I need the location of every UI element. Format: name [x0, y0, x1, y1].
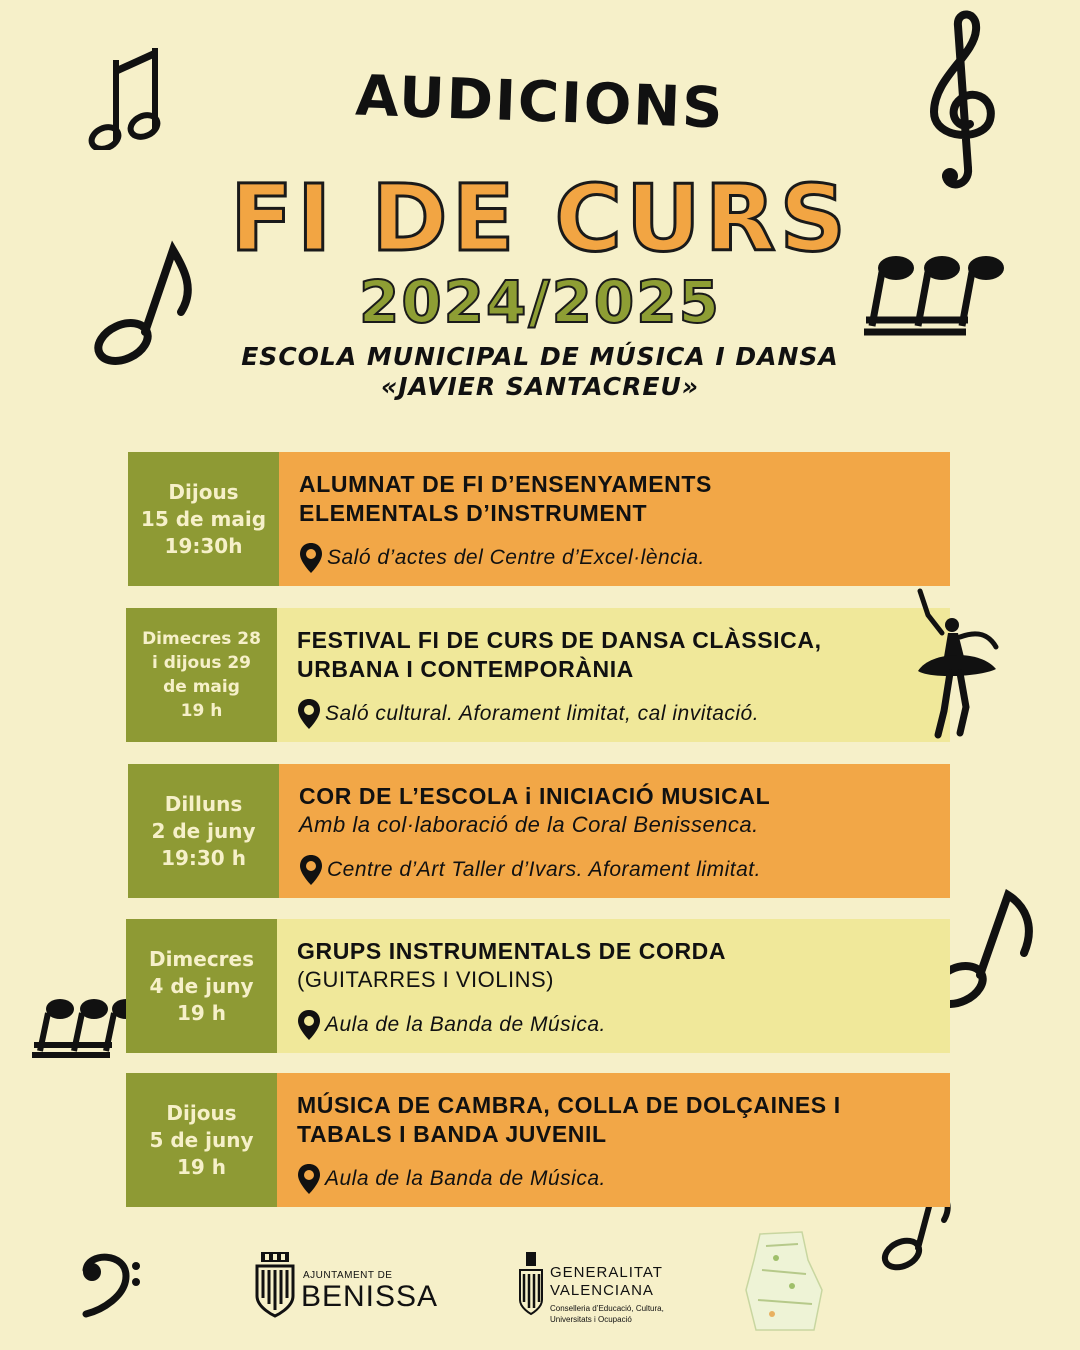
school-line-2: «JAVIER SANTACREU»: [380, 372, 700, 401]
event-date-text: 2 de juny: [151, 818, 256, 843]
event-location: [297, 1009, 606, 1041]
event-title-line: COR DE L’ESCOLA i INICIACIÓ MUSICAL: [299, 783, 771, 809]
title-year: 2024/2025: [358, 268, 722, 336]
generalitat-line-2: VALENCIANA: [550, 1282, 654, 1299]
event-location-text: Aula de la Banda de Música.: [325, 1013, 606, 1036]
location-pin-icon: [299, 542, 323, 574]
event-card: [128, 764, 950, 898]
location-pin-icon: [297, 698, 321, 730]
school-line-1: ESCOLA MUNICIPAL DE MÚSICA I DANSA: [241, 342, 839, 371]
location-pin-icon: [297, 1163, 321, 1195]
event-time: 19:30 h: [161, 845, 246, 870]
benissa-big-text: BENISSA: [301, 1280, 439, 1313]
event-day-2: i dijous 29: [151, 653, 252, 673]
event-time: 19:30h: [164, 533, 243, 558]
school-name: [0, 342, 1080, 402]
event-details: [279, 452, 950, 586]
event-location: [299, 542, 705, 574]
event-title-line: GRUPS INSTRUMENTALS DE CORDA: [297, 938, 727, 964]
event-location-text: Saló d’actes del Centre d’Excel·lència.: [327, 546, 705, 569]
event-title: [297, 626, 930, 684]
ballerina-icon: [900, 585, 1010, 750]
event-title: [299, 782, 930, 811]
event-day: Dilluns: [164, 791, 243, 816]
event-subtitle: Amb la col·laboració de la Coral Benissenca.: [299, 812, 759, 837]
event-location: [299, 854, 761, 886]
event-details: [277, 1073, 950, 1207]
event-location-text: Aula de la Banda de Música.: [325, 1167, 606, 1190]
generalitat-line-4: Universitats i Ocupació: [550, 1315, 632, 1324]
event-title-line: MÚSICA DE CAMBRA, COLLA DE DOLÇAINES I: [297, 1092, 841, 1118]
event-date-text: 5 de juny: [149, 1127, 254, 1152]
event-date-text: 15 de maig: [140, 506, 267, 531]
event-title-line: ELEMENTALS D’INSTRUMENT: [299, 500, 648, 526]
title-fi-de-curs: FI DE CURS: [230, 165, 850, 272]
location-pin-icon: [299, 854, 323, 886]
event-card: [126, 919, 950, 1053]
benissa-shield-icon: [255, 1252, 295, 1318]
event-date: [126, 1073, 277, 1207]
event-location-text: Saló cultural. Aforament limitat, cal invitació.: [325, 702, 760, 725]
event-location: [297, 1163, 606, 1195]
event-title: [297, 937, 930, 966]
title-audicions: AUDICIONS: [354, 63, 726, 142]
event-time: 19 h: [176, 1154, 227, 1179]
event-title-line: ALUMNAT DE FI D’ENSENYAMENTS: [299, 471, 712, 497]
event-date-text: de maig: [163, 677, 240, 697]
location-pin-icon: [297, 1009, 321, 1041]
event-day: Dimecres: [148, 946, 255, 971]
event-card: [126, 1073, 950, 1207]
event-location-text: Centre d’Art Taller d’Ivars. Aforament limitat.: [327, 858, 761, 881]
event-date: [126, 608, 277, 742]
generalitat-line-3: Conselleria d’Educació, Cultura,: [550, 1304, 664, 1313]
benissa-small-text: AJUNTAMENT DE: [303, 1270, 393, 1281]
event-details: [277, 919, 950, 1053]
event-day: Dimecres 28: [142, 629, 261, 649]
event-location: [297, 698, 759, 730]
event-title: [299, 470, 930, 528]
event-subtitle: (GUITARRES I VIOLINS): [297, 967, 555, 992]
event-date: [128, 452, 279, 586]
event-date-text: 4 de juny: [149, 973, 254, 998]
event-title-line: URBANA I CONTEMPORÀNIA: [297, 656, 634, 682]
event-title-line: FESTIVAL FI DE CURS DE DANSA CLÀSSICA,: [297, 627, 822, 653]
event-day: Dijous: [168, 479, 239, 504]
event-time: 19 h: [180, 701, 223, 721]
event-date: [128, 764, 279, 898]
event-card: [126, 608, 950, 742]
benissa-logo: [255, 1252, 455, 1322]
event-day: Dijous: [166, 1100, 237, 1125]
event-date: [126, 919, 277, 1053]
event-time: 19 h: [176, 1000, 227, 1025]
beamed-notes-icon-2: [30, 995, 140, 1060]
bass-clef-icon: [78, 1250, 148, 1320]
event-details: [277, 608, 950, 742]
map-logo-icon: [742, 1230, 828, 1335]
event-card: [128, 452, 950, 586]
generalitat-logo: [518, 1250, 708, 1330]
generalitat-line-1: GENERALITAT: [550, 1264, 663, 1281]
event-title-line: TABALS I BANDA JUVENIL: [297, 1121, 607, 1147]
event-details: [279, 764, 950, 898]
event-title: [297, 1091, 930, 1149]
generalitat-emblem-icon: [518, 1252, 544, 1316]
